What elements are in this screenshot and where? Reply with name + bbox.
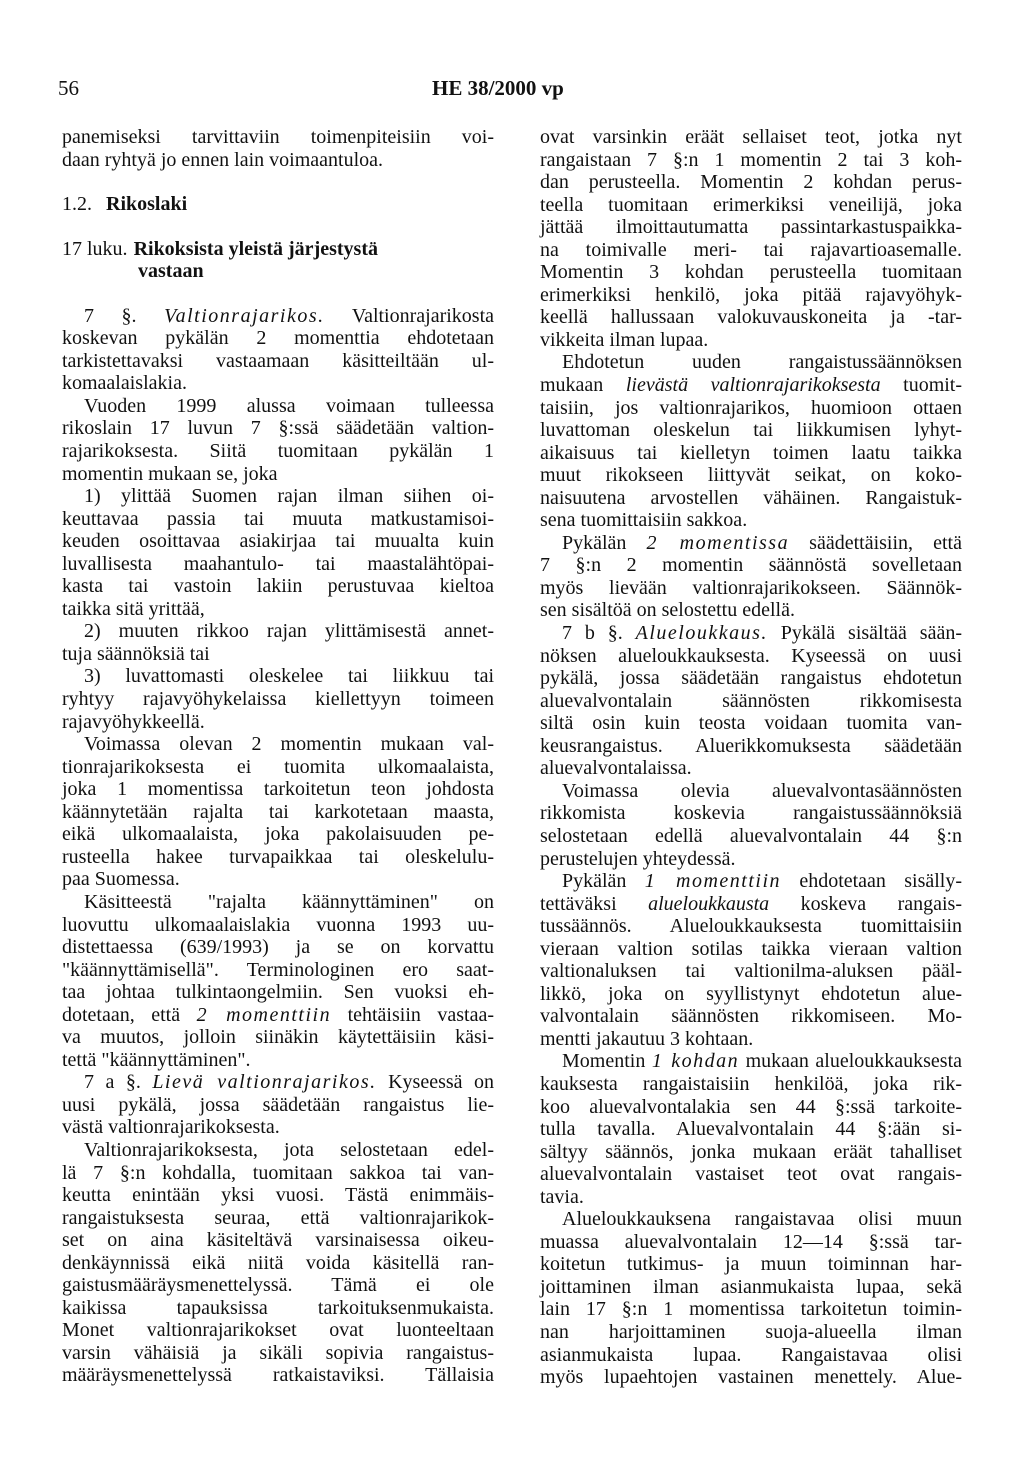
text-line: kaikissa tapauksissa tarkoituksenmukaista. [62,1296,494,1319]
text-line: kasta tai vastoin lakiin perustuvaa kieltoa [62,575,494,598]
paragraph [540,1050,962,1208]
text-line: selostetaan edellä aluevalvontalain 44 §:n [540,824,962,847]
chapter-number: 17 luku. [62,237,128,260]
section-name: Lievä valtionrajarikos. [152,1071,377,1094]
paragraph [540,126,962,351]
section-heading [62,193,494,216]
paragraph [540,532,962,622]
text-line: rangaistaan 7 §:n 1 momentin 2 tai 3 koh- [540,148,962,171]
text-line: myös lievään valtionrajarikokseen. Säännök- [540,576,962,599]
text-line: muassa aluevalvontalain 12—14 §:ssä tar- [540,1230,962,1253]
paragraph [62,1139,494,1387]
text-line: määräysmenettelyssä ratkaistaviksi. Tällaisia [62,1364,494,1387]
text-line: tulla tavalla. Aluevalvontalain 44 §:ään si- [540,1118,962,1141]
document-id: HE 38/2000 vp [432,76,564,100]
text-line: rikkomista koskevia rangaistussäännöksiä [540,802,962,825]
paragraph [62,305,494,395]
text-line: mentti jakautuu 3 kohtaan. [540,1027,754,1050]
text-line: luovuttu ulkomaalaislakia vuonna 1993 uu- [62,913,494,936]
text-line: myös lupaehtojen vastainen menettely. Alue- [540,1366,962,1389]
text-line: teella tuomitaan erimerkiksi veneilijä, joka [540,193,962,216]
text-run: Momentin [562,1050,646,1073]
paragraph [62,1071,494,1139]
text-line: valvontalain säännösten rikkomiseen. Mo- [540,1005,962,1028]
text-line: keuttavaa passia tai muuta matkustamisoi- [62,507,494,530]
text-line: tarkistettavaksi vastaamaan käsitteiltään ul- [62,349,494,372]
chapter-title-cont: vastaan [138,260,204,283]
text-line: keusrangaistus. Aluerikkomuksesta säädetään [540,734,962,757]
text-line: lä 7 §:n kohdalla, tuomitaan sakkoa tai van- [62,1161,494,1184]
text-line: luvattoman oleskelun tai liikkumisen lyhyt- [540,419,962,442]
text-run: tettäväksi [540,892,617,915]
text-line: eikä ulkomaalaista, joka pakolaisuuden pe- [62,823,494,846]
text-line: ryhtyy rajavyöhykelaissa kiellettyyn toimeen [62,688,494,711]
text-line: muut rikokseen liittyvät seikat, on koko- [540,464,962,487]
text-line: naisuutena arvostellen vähäinen. Rangaistuk- [540,486,962,509]
section-ref: 7 b §. [562,622,623,645]
text-line: 1) ylittää Suomen rajan ilman siihen oi- [84,485,494,508]
text-line: sältyy säännös, jonka mukaan eräät tahalliset [540,1140,962,1163]
text-line: pykälä, jossa säädetään rangaistus ehdotetun [540,667,962,690]
text-line: va muutos, jolloin siinäkin käytettäisiin käsi- [62,1026,494,1049]
text-line: dan perusteella. Momentin 2 kohdan perus- [540,171,962,194]
section-name: Alueloukkaus. [635,622,768,645]
text-line: aluevalvontalain vastaiset teot ovat rangais- [540,1163,962,1186]
text-line: kauksesta rangaistaisiin henkilöä, joka rik- [540,1072,962,1095]
text-line: na toimivalle meri- tai rajavartioasemalle. [540,238,962,261]
chapter-title: Rikoksista yleistä järjestystä [133,237,378,260]
text-line: varsin vähäisiä ja sikäli sopivia rangaistus- [62,1341,494,1364]
text-line: tettä "käännyttäminen". [62,1048,251,1071]
text-line: aikaisuus tai kielletyn toimen laatu taikka [540,441,962,464]
text-line: Ehdotetun uuden rangaistussäännöksen [562,351,962,374]
text-line: koo aluevalvontalakia sen 44 §:ssä tarkoite- [540,1095,962,1118]
text-run: mukaan [540,374,604,397]
text-line: 3) luvattomasti oleskelee tai liikkuu tai [84,665,494,688]
paragraph [62,395,494,485]
section-number: 1.2. [62,193,92,216]
text-line: käännytetään rajalta tai karkotetaan maasta, [62,800,494,823]
text-run: dotetaan, että [62,1003,181,1026]
text-line: jättää ilmoittautumatta passintarkastuspaikka- [540,216,962,239]
paragraph [540,351,962,531]
text-line: joittaminen ilman asianmukaista lupaa, sekä [540,1275,962,1298]
text-line: nöksen alueloukkauksesta. Kyseessä on uusi [540,644,962,667]
right-column [540,126,962,1389]
text-line: keutta enintään yksi vuosi. Tästä enimmäis- [62,1184,494,1207]
text-line: Vuoden 1999 alussa voimaan tulleessa [84,394,494,417]
text-line: tavia. [540,1185,584,1208]
emphasis: 1 momenttiin [644,870,782,893]
paragraph [62,126,494,171]
text-line: rusteella hakee turvapaikkaa tai oleskelulu- [62,845,494,868]
text-line: komaalaislakia. [62,372,187,395]
text-line: vieraan valtion sotilas taikka vieraan valtion [540,937,962,960]
emphasis: 2 momentissa [646,531,790,554]
paragraph [62,733,494,891]
text-run: Pykälän [562,531,627,554]
text-line: tussäännös. Alueloukkauksesta tuomittaisiin [540,915,962,938]
list-item [62,485,494,620]
paragraph [540,870,962,1050]
text-line: paa Suomessa. [62,868,180,891]
text-line: vikkeita ilman lupaa. [540,328,709,351]
text-line: keuden osoittavaa asiakirjaa tai muualta kuin [62,530,494,553]
text-line: joka 1 momentissa tarkoitetun teon johdosta [62,778,494,801]
text-line: koskevan pykälän 2 momenttia ehdotetaan [62,327,494,350]
text-run: ehdotetaan sisälly- [799,870,962,893]
text-line: "käännyttämisellä". Terminologinen ero saat- [62,958,494,981]
text-line: nan harjoittaminen suoja-alueella ilman [540,1320,962,1343]
text-line: uusi pykälä, jossa säädetään rangaistus lie- [62,1093,494,1116]
emphasis: alueloukkausta [648,892,770,915]
list-item [62,665,494,733]
paragraph [62,891,494,1071]
text-line: erimerkiksi henkilö, joka pitää rajavyöhyk- [540,283,962,306]
text-line: koitetun tutkimus- ja muun toiminnan har- [540,1253,962,1276]
text-run: Pykälän [562,870,627,893]
text-line: 7 §:n 2 momentin säännöstä sovelletaan [540,554,962,577]
text-line: taikka sitä yrittää, [62,597,205,620]
text-line: ovat varsinkin eräät sellaiset teot, jotka nyt [540,126,962,148]
text-line: tionrajarikoksesta ei tuomita ulkomaalaista, [62,755,494,778]
text-line: luvallisesta maahantulo- tai maastalähtöpai- [62,552,494,575]
text-run: säädettäisiin, että [809,531,962,554]
section-ref: 7 a §. [84,1071,141,1094]
section-title: Rikoslaki [106,193,188,216]
text-line: sen sisältöä on selostettu edellä. [540,599,795,622]
text-line: 2) muuten rikkoo rajan ylittämisestä annet- [84,620,494,643]
text-line: Monet valtionrajarikokset ovat luonteeltaan [62,1319,494,1342]
text-line: västä valtionrajarikoksesta. [62,1116,280,1139]
emphasis: 1 kohdan [651,1050,740,1073]
emphasis: 2 momenttiin [196,1003,332,1026]
text-line: daan ryhtyä jo ennen lain voimaantuloa. [62,148,384,171]
paragraph [540,1208,962,1388]
text-run: tehtäisiin vastaa- [347,1003,494,1026]
text-line: tuja säännöksiä tai [62,642,210,665]
text-line: taa johtaa tulkintaongelmiin. Sen vuoksi eh- [62,981,494,1004]
text-run: mukaan alueloukkauksesta [745,1050,963,1073]
text-line: rangaistuksesta seuraa, että valtionrajarikok- [62,1206,494,1229]
text-line: momentin mukaan se, joka [62,462,278,485]
text-line: denkäynnissä eikä niitä voida käsitellä ran- [62,1251,494,1274]
text-line: set on aina käsiteltävä varsinaisessa oikeu- [62,1229,494,1252]
text-line: Alueloukkauksena rangaistavaa olisi muun [562,1208,962,1231]
text-line: keellä hallussaan valokuvauskoneita ja -tar- [540,306,962,329]
text-run: Kyseessä on [388,1071,494,1094]
text-run: Valtionrajarikosta [351,304,495,327]
text-run: tuomit- [903,374,963,397]
left-column [62,126,494,1387]
text-run: Pykälä sisältää sään- [780,622,962,645]
text-line: aluevalvontalaissa. [540,757,692,780]
text-run: koskeva rangais- [800,892,962,915]
emphasis: lievästä valtionrajarikoksesta [625,374,881,397]
text-line: lain 17 §:n 1 momentissa tarkoitetun toimin- [540,1298,962,1321]
chapter-heading [62,238,494,283]
text-line: rikoslain 17 luvun 7 §:ssä säädetään valtion- [62,417,494,440]
text-line: siltä osin kuin teosta voidaan tuomita van- [540,712,962,735]
text-line: gaistusmääräysmenettelyssä. Tämä ei ole [62,1274,494,1297]
text-line: taisiin, jos valtionrajarikos, huomioon ottaen [540,396,962,419]
list-item [62,620,494,665]
page-number: 56 [58,76,79,100]
text-line: rajavyöhykkeellä. [62,710,205,733]
section-name: Valtionrajarikos. [164,304,325,327]
text-line: Valtionrajarikoksesta, jota selostetaan edel- [84,1138,494,1161]
paragraph [540,780,962,870]
text-line: Momentin 3 kohdan perusteella tuomitaan [540,261,962,284]
text-line: likkö, joka on syyllistynyt ehdotetun alue- [540,982,962,1005]
text-line: panemiseksi tarvittaviin toimenpiteisiin voi- [62,126,494,148]
text-line: Käsitteestä "rajalta käännyttäminen" on [84,890,494,913]
text-line: Voimassa olevia aluevalvontasäännösten [562,779,962,802]
section-ref: 7 §. [84,304,137,327]
text-line: perustelujen yhteydessä. [540,847,736,870]
text-line: distettaessa (639/1993) ja se on korvattu [62,936,494,959]
paragraph [540,622,962,780]
text-line: asianmukaista lupaa. Rangaistavaa olisi [540,1343,962,1366]
text-line: sena tuomittaisiin sakkoa. [540,509,748,532]
text-line: aluevalvontalain säännösten rikkomisesta [540,689,962,712]
text-line: valtionaluksen tai valtionilma-aluksen pääl- [540,960,962,983]
text-line: rajarikoksesta. Siitä tuomitaan pykälän 1 [62,440,494,463]
text-line: Voimassa olevan 2 momentin mukaan val- [84,733,494,756]
